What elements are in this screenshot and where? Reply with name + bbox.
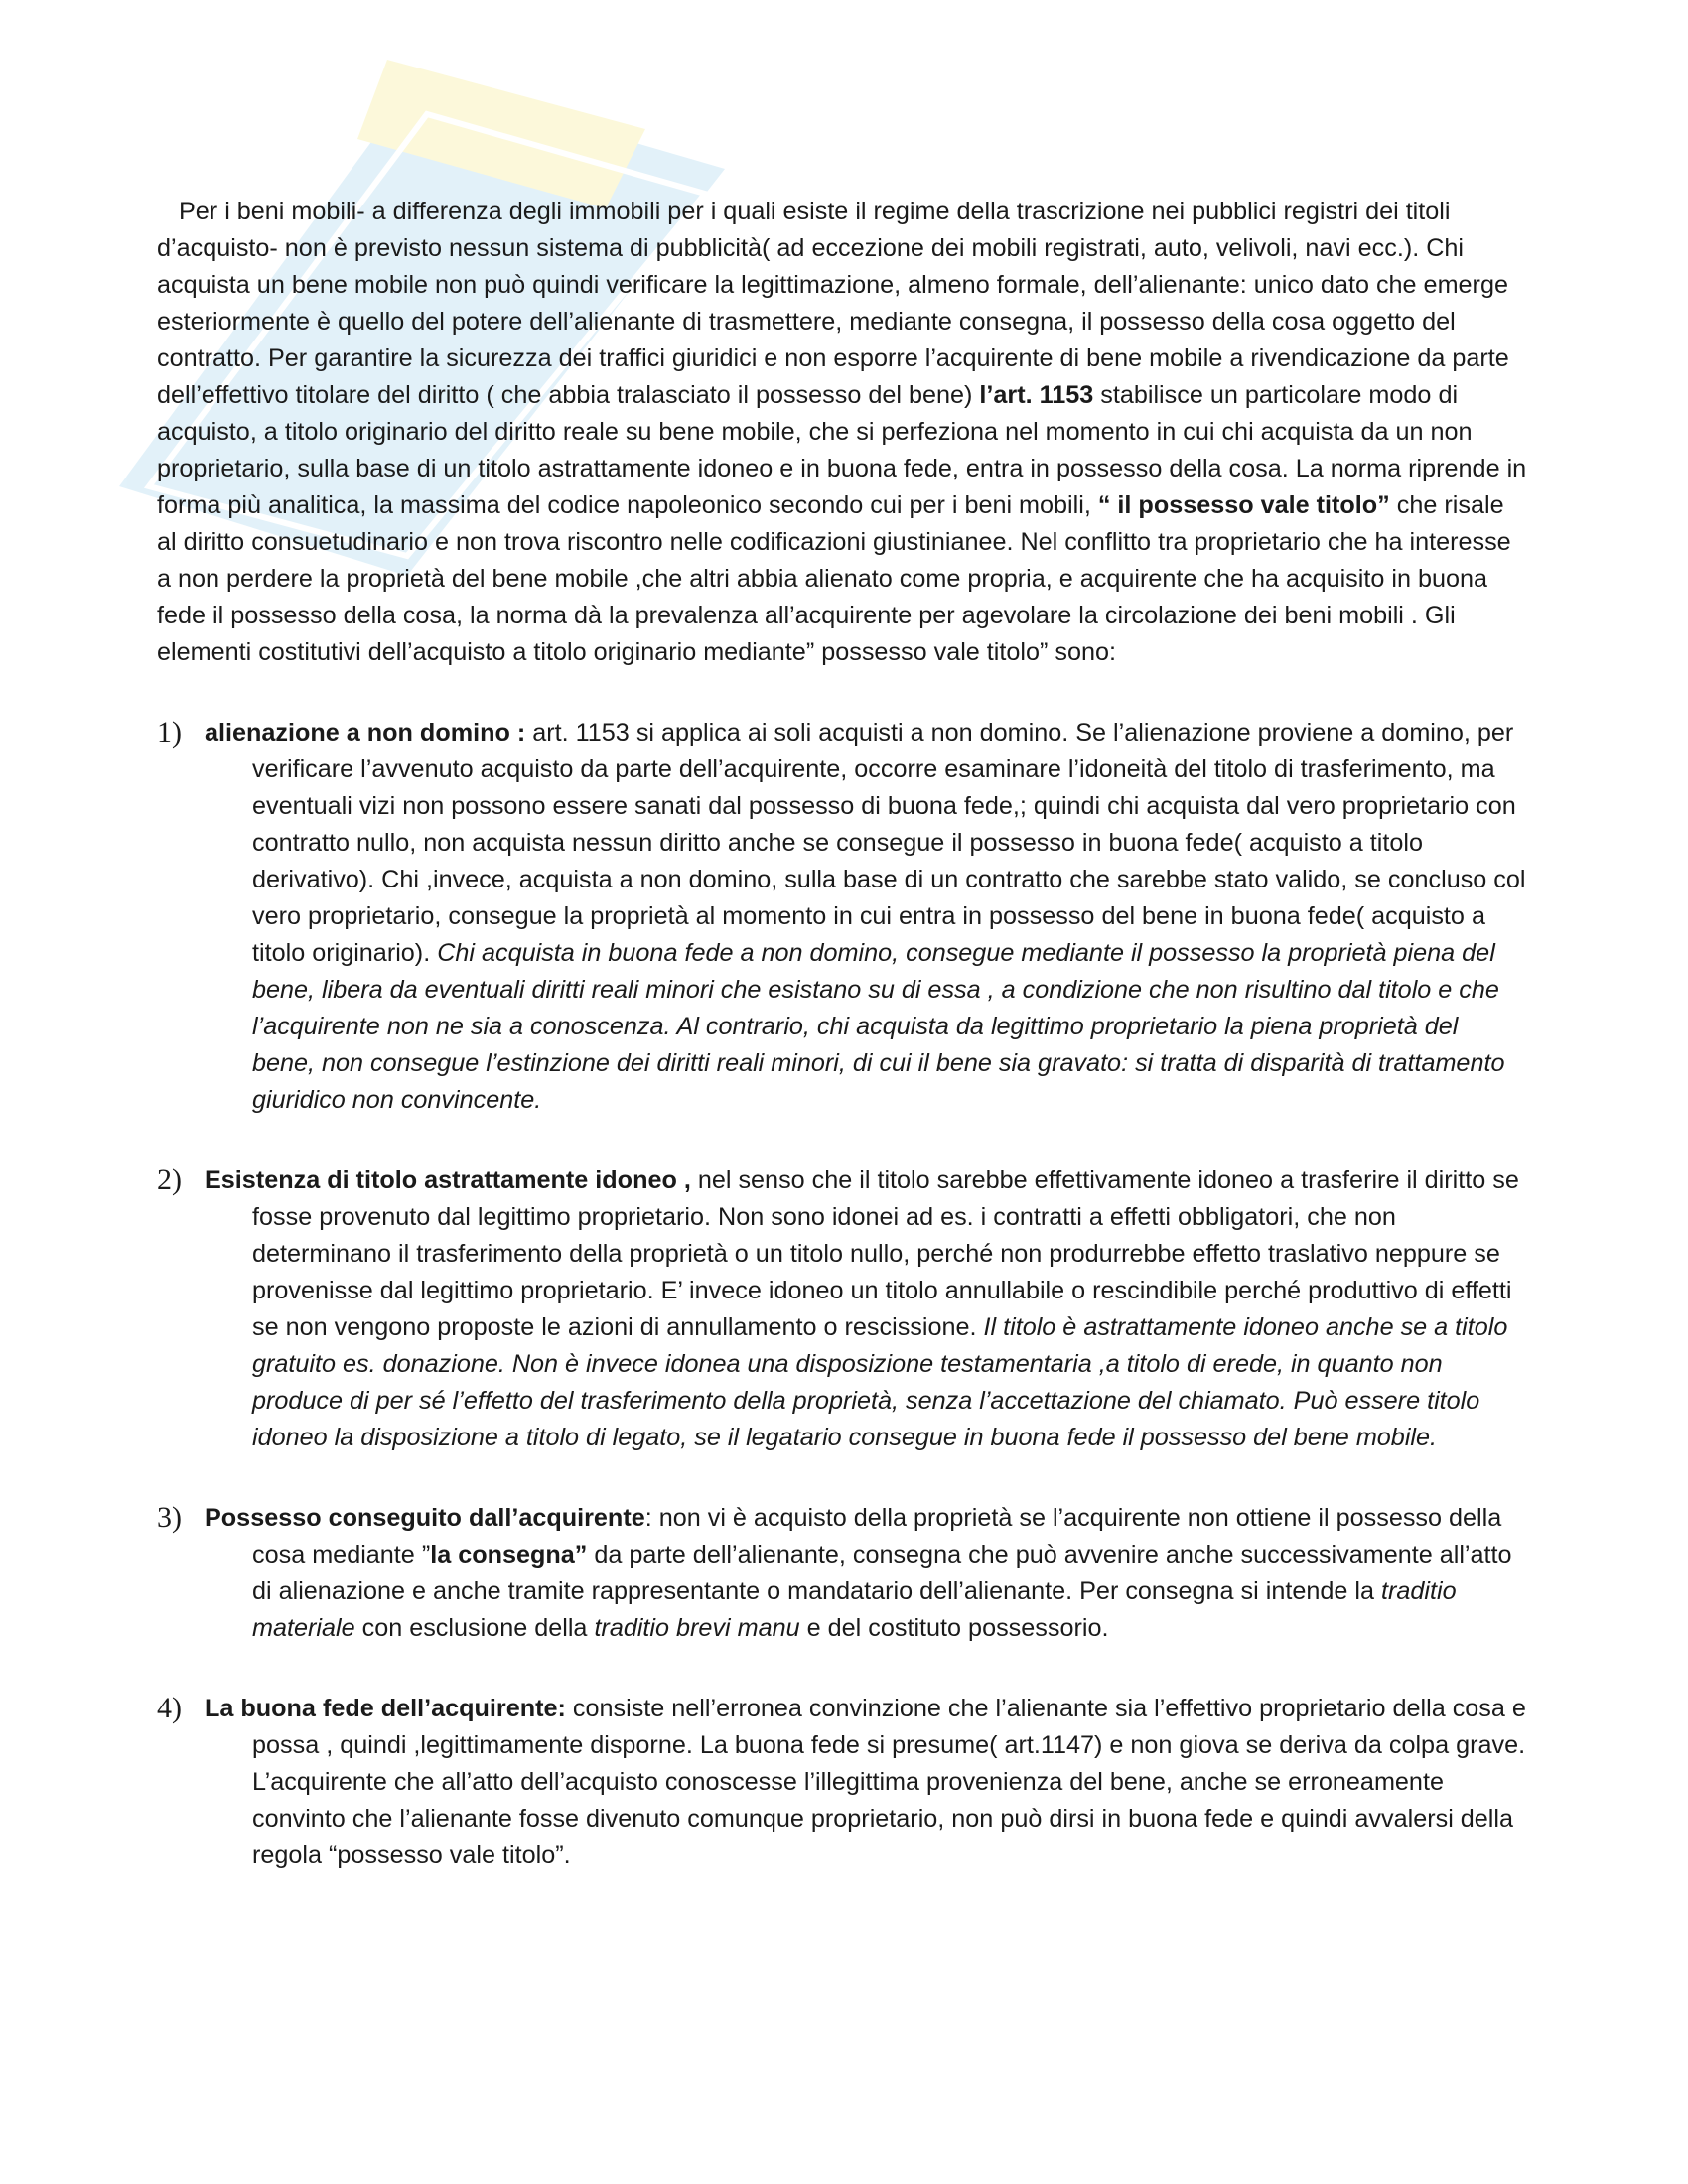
intro-paragraph — [157, 194, 1527, 671]
list-item — [157, 1691, 1527, 1874]
item-italic-term: traditio brevi manu — [594, 1614, 800, 1642]
item-number: 3) — [157, 1501, 182, 1534]
list-item — [157, 1500, 1527, 1647]
item-number: 2) — [157, 1163, 182, 1196]
item-text: : non vi è acquisto della proprietà se l’acquirente non ottiene il possesso della cosa mediante ” — [252, 1504, 1502, 1569]
item-text: art. 1153 si applica ai soli acquisti a non domino. Se l’alienazione proviene a domino, per verificare l’avvenuto acquisto da parte dell’acquirente, occorre esaminare l’idoneità del titolo di trasferimento, ma eventuali vizi non possono essere sanati dal possesso di buona fede,; quindi chi acquista dal vero proprietario con contratto nullo, non acquista nessun diritto anche se consegue il possesso in buona fede( acquisto a titolo derivativo). Chi ,invece, acquista a non domino, sulla base di un contratto che sarebbe stato valido, se concluso col vero proprietario, consegue la proprietà al momento in cui entra in possesso del bene in buona fede( acquisto a titolo originario). — [252, 719, 1526, 967]
intro-text-3: che risale al diritto consuetudinario e non trova riscontro nelle codificazioni giustinianee. Nel conflitto tra proprietario che ha interesse a non perdere la proprietà del bene mobile ,che altri abbia alienato come propria, e acquirente che ha acquisito in buona fede il possesso della cosa, la norma dà la prevalenza all’acquirente per agevolare la circolazione dei beni mobili . Gli elementi costitutivi dell’acquisto a titolo originario mediante” possesso vale titolo” sono: — [157, 491, 1511, 666]
item-text: e del costituto possessorio. — [806, 1614, 1109, 1642]
item-bold-term: la consegna” — [430, 1541, 588, 1569]
item-text: con esclusione della — [361, 1614, 588, 1642]
intro-maxim: “ il possesso vale titolo” — [1097, 491, 1390, 519]
item-text: consiste nell’erronea convinzione che l’alienante sia l’effettivo proprietario della cosa e possa , quindi ,legittimamente disporne. La buona fede si presume( art.1147) e non giova se deriva da colpa grave. L’acquirente che all’atto dell’acquisto conoscesse l’illegittima provenienza del bene, anche se erroneamente convinto che l’alienante fosse divenuto comunque proprietario, non può dirsi in buona fede e quindi avvalersi della regola “possesso vale titolo”. — [252, 1695, 1526, 1869]
item-italic-term: traditio materiale — [252, 1577, 1457, 1642]
list-item — [157, 1162, 1527, 1456]
item-heading: La buona fede dell’acquirente: — [205, 1695, 566, 1722]
intro-article-ref: l’art. 1153 — [979, 381, 1094, 409]
item-heading: alienazione a non domino : — [205, 719, 526, 747]
item-heading: Possesso conseguito dall’acquirente — [205, 1504, 645, 1532]
list-item — [157, 715, 1527, 1119]
item-italic-text: Il titolo è astrattamente idoneo anche se a titolo gratuito es. donazione. Non è invece idonea una disposizione testamentaria ,a titolo di erede, in quanto non produce di per sé l’effetto del trasferimento della proprietà, senza l’accettazione del chiamato. Può essere titolo idoneo la disposizione a titolo di legato, se il legatario consegue in buona fede il possesso del bene mobile. — [252, 1313, 1508, 1451]
item-text: nel senso che il titolo sarebbe effettivamente idoneo a trasferire il diritto se fosse provenuto dal legittimo proprietario. Non sono idonei ad es. i contratti a effetti obbligatori, che non determinano il trasferimento della proprietà o un titolo nullo, perché non produrrebbe effetto traslativo neppure se provenisse dal legittimo proprietario. E’ invece idoneo un titolo annullabile o rescindibile perché produttivo di effetti se non vengono proposte le azioni di annullamento o rescissione. — [252, 1166, 1519, 1341]
item-heading: Esistenza di titolo astrattamente idoneo , — [205, 1166, 691, 1194]
item-italic-text: Chi acquista in buona fede a non domino, consegue mediante il possesso la proprietà piena del bene, libera da eventuali diritti reali minori che esistano su di essa , a condizione che non risultino dal titolo e che l’acquirente non ne sia a conoscenza. Al contrario, chi acquista da legittimo proprietario la piena proprietà del bene, non consegue l’estinzione dei diritti reali minori, di cui il bene sia gravato: si tratta di disparità di trattamento giuridico non convincente. — [252, 939, 1505, 1114]
item-number: 1) — [157, 716, 182, 749]
intro-text-2: stabilisce un particolare modo di acquisto, a titolo originario del diritto reale su bene mobile, che si perfeziona nel momento in cui chi acquista da un non proprietario, sulla base di un titolo astrattamente idoneo e in buona fede, entra in possesso della cosa. La norma riprende in forma più analitica, la massima del codice napoleonico secondo cui per i beni mobili, — [157, 381, 1527, 519]
item-number: 4) — [157, 1692, 182, 1724]
document-page — [157, 194, 1527, 1918]
intro-text-1: Per i beni mobili- a differenza degli immobili per i quali esiste il regime della trascrizione nei pubblici registri dei titoli d’acquisto- non è previsto nessun sistema di pubblicità( ad eccezione dei mobili registrati, auto, velivoli, navi ecc.). Chi acquista un bene mobile non può quindi verificare la legittimazione, almeno formale, dell’alienante: unico dato che emerge esteriormente è quello del potere dell’alienante di trasmettere, mediante consegna, il possesso della cosa oggetto del contratto. Per garantire la sicurezza dei traffici giuridici e non esporre l’acquirente di bene mobile a rivendicazione da parte dell’effettivo titolare del diritto ( che abbia tralasciato il possesso del bene) — [157, 198, 1509, 409]
elements-list — [157, 715, 1527, 1874]
item-text: da parte dell’alienante, consegna che può avvenire anche successivamente all’atto di alienazione e anche tramite rappresentante o mandatario dell’alienante. Per consegna si intende la — [252, 1541, 1512, 1605]
